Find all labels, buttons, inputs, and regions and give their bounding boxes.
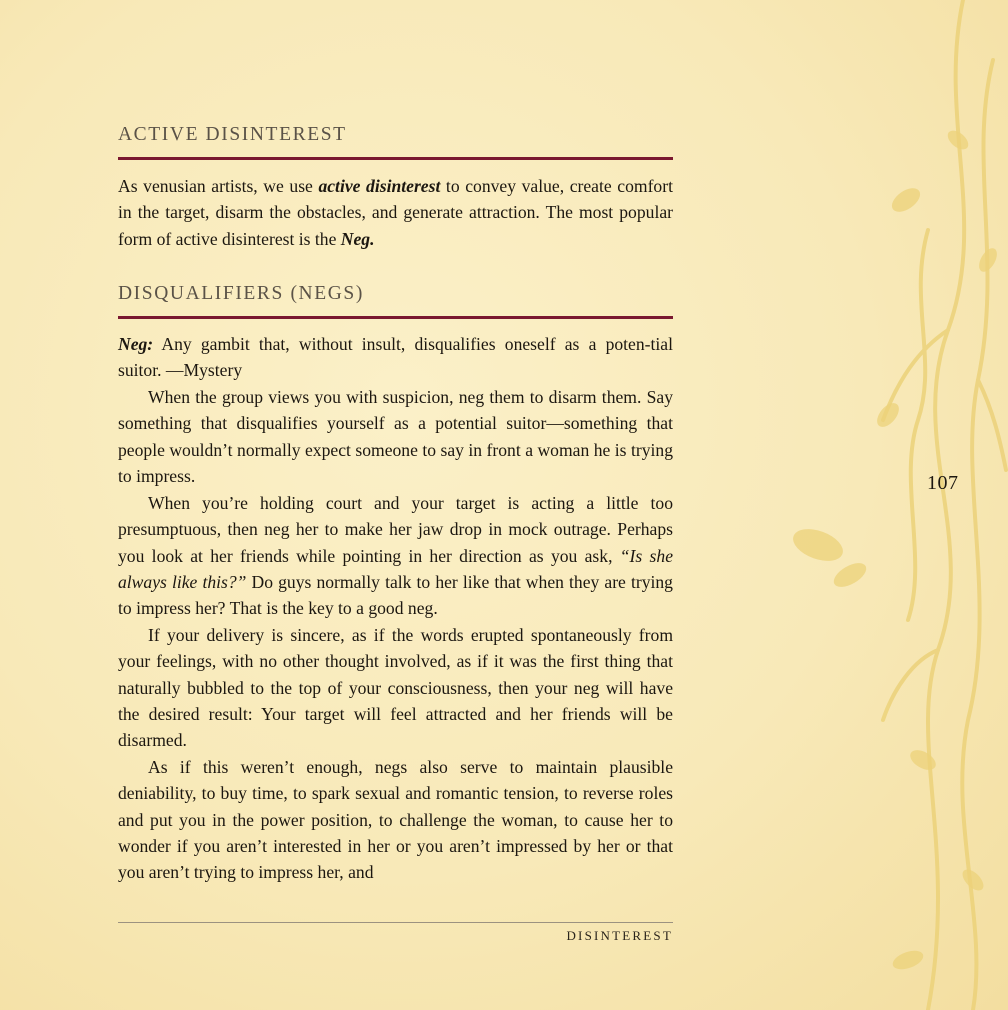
paragraph-group-suspicion: When the group views you with suspicion, neg them to disarm them. Say something that disqualifies yourself as a potential suitor—something that people wouldn’t normally expect someone to say in front a woman he is trying to impress. <box>118 387 673 486</box>
quote-is-she-always: “Is she always like this?” <box>118 545 673 592</box>
heading-active-disinterest: ACTIVE DISINTEREST <box>118 124 347 145</box>
heading-rule <box>118 157 673 160</box>
definition-term: Neg: <box>118 334 154 354</box>
page-number: 107 <box>927 472 959 494</box>
paragraph-holding-court: When you’re holding court and your target is acting a little too presumptuous, then neg her to make her jaw drop in mock outrage. Perhaps you look at her friends while pointing in her direction as you ask, “Is she always like this?” Do guys normally talk to her like that when they are trying to impress her? That is the key to a good neg. <box>118 493 673 619</box>
heading-rule <box>118 316 673 319</box>
heading-disqualifiers: DISQUALIFIERS (NEGS) <box>118 283 364 304</box>
paragraph-plausible-deniability: As if this weren’t enough, negs also serve to maintain plausible deniability, to buy time, to spark sexual and romantic tension, to reverse roles and put you in the power position, to challenge the woman, to cause her to wonder if you aren’t interested in her or you aren’t impressed by her or that you aren’t trying to impress her, and <box>118 757 673 883</box>
running-footer: DISINTEREST <box>566 928 673 943</box>
paragraph-delivery: If your delivery is sincere, as if the words erupted spontaneously from your feelings, with no other thought involved, as if it was the first thing that naturally bubbled to the top of your consciousness, then your neg will have the desired result: Your target will feel attracted and her friends will be disarmed. <box>118 625 673 751</box>
emphasis-neg: Neg. <box>340 228 375 249</box>
emphasis-active-disinterest: active disinterest <box>318 176 441 196</box>
paragraph-active-disinterest: As venusian artists, we use active disinterest to convey value, create comfort in the target, disarm the obstacles, and generate attraction. The most popular form of active disinterest is the Neg. <box>118 176 673 249</box>
vine-decoration <box>788 0 1008 1010</box>
footer-rule <box>118 922 673 923</box>
paragraph-neg-definition: Neg: Any gambit that, without insult, disqualifies oneself as a poten-tial suitor. —Mystery <box>118 334 673 381</box>
